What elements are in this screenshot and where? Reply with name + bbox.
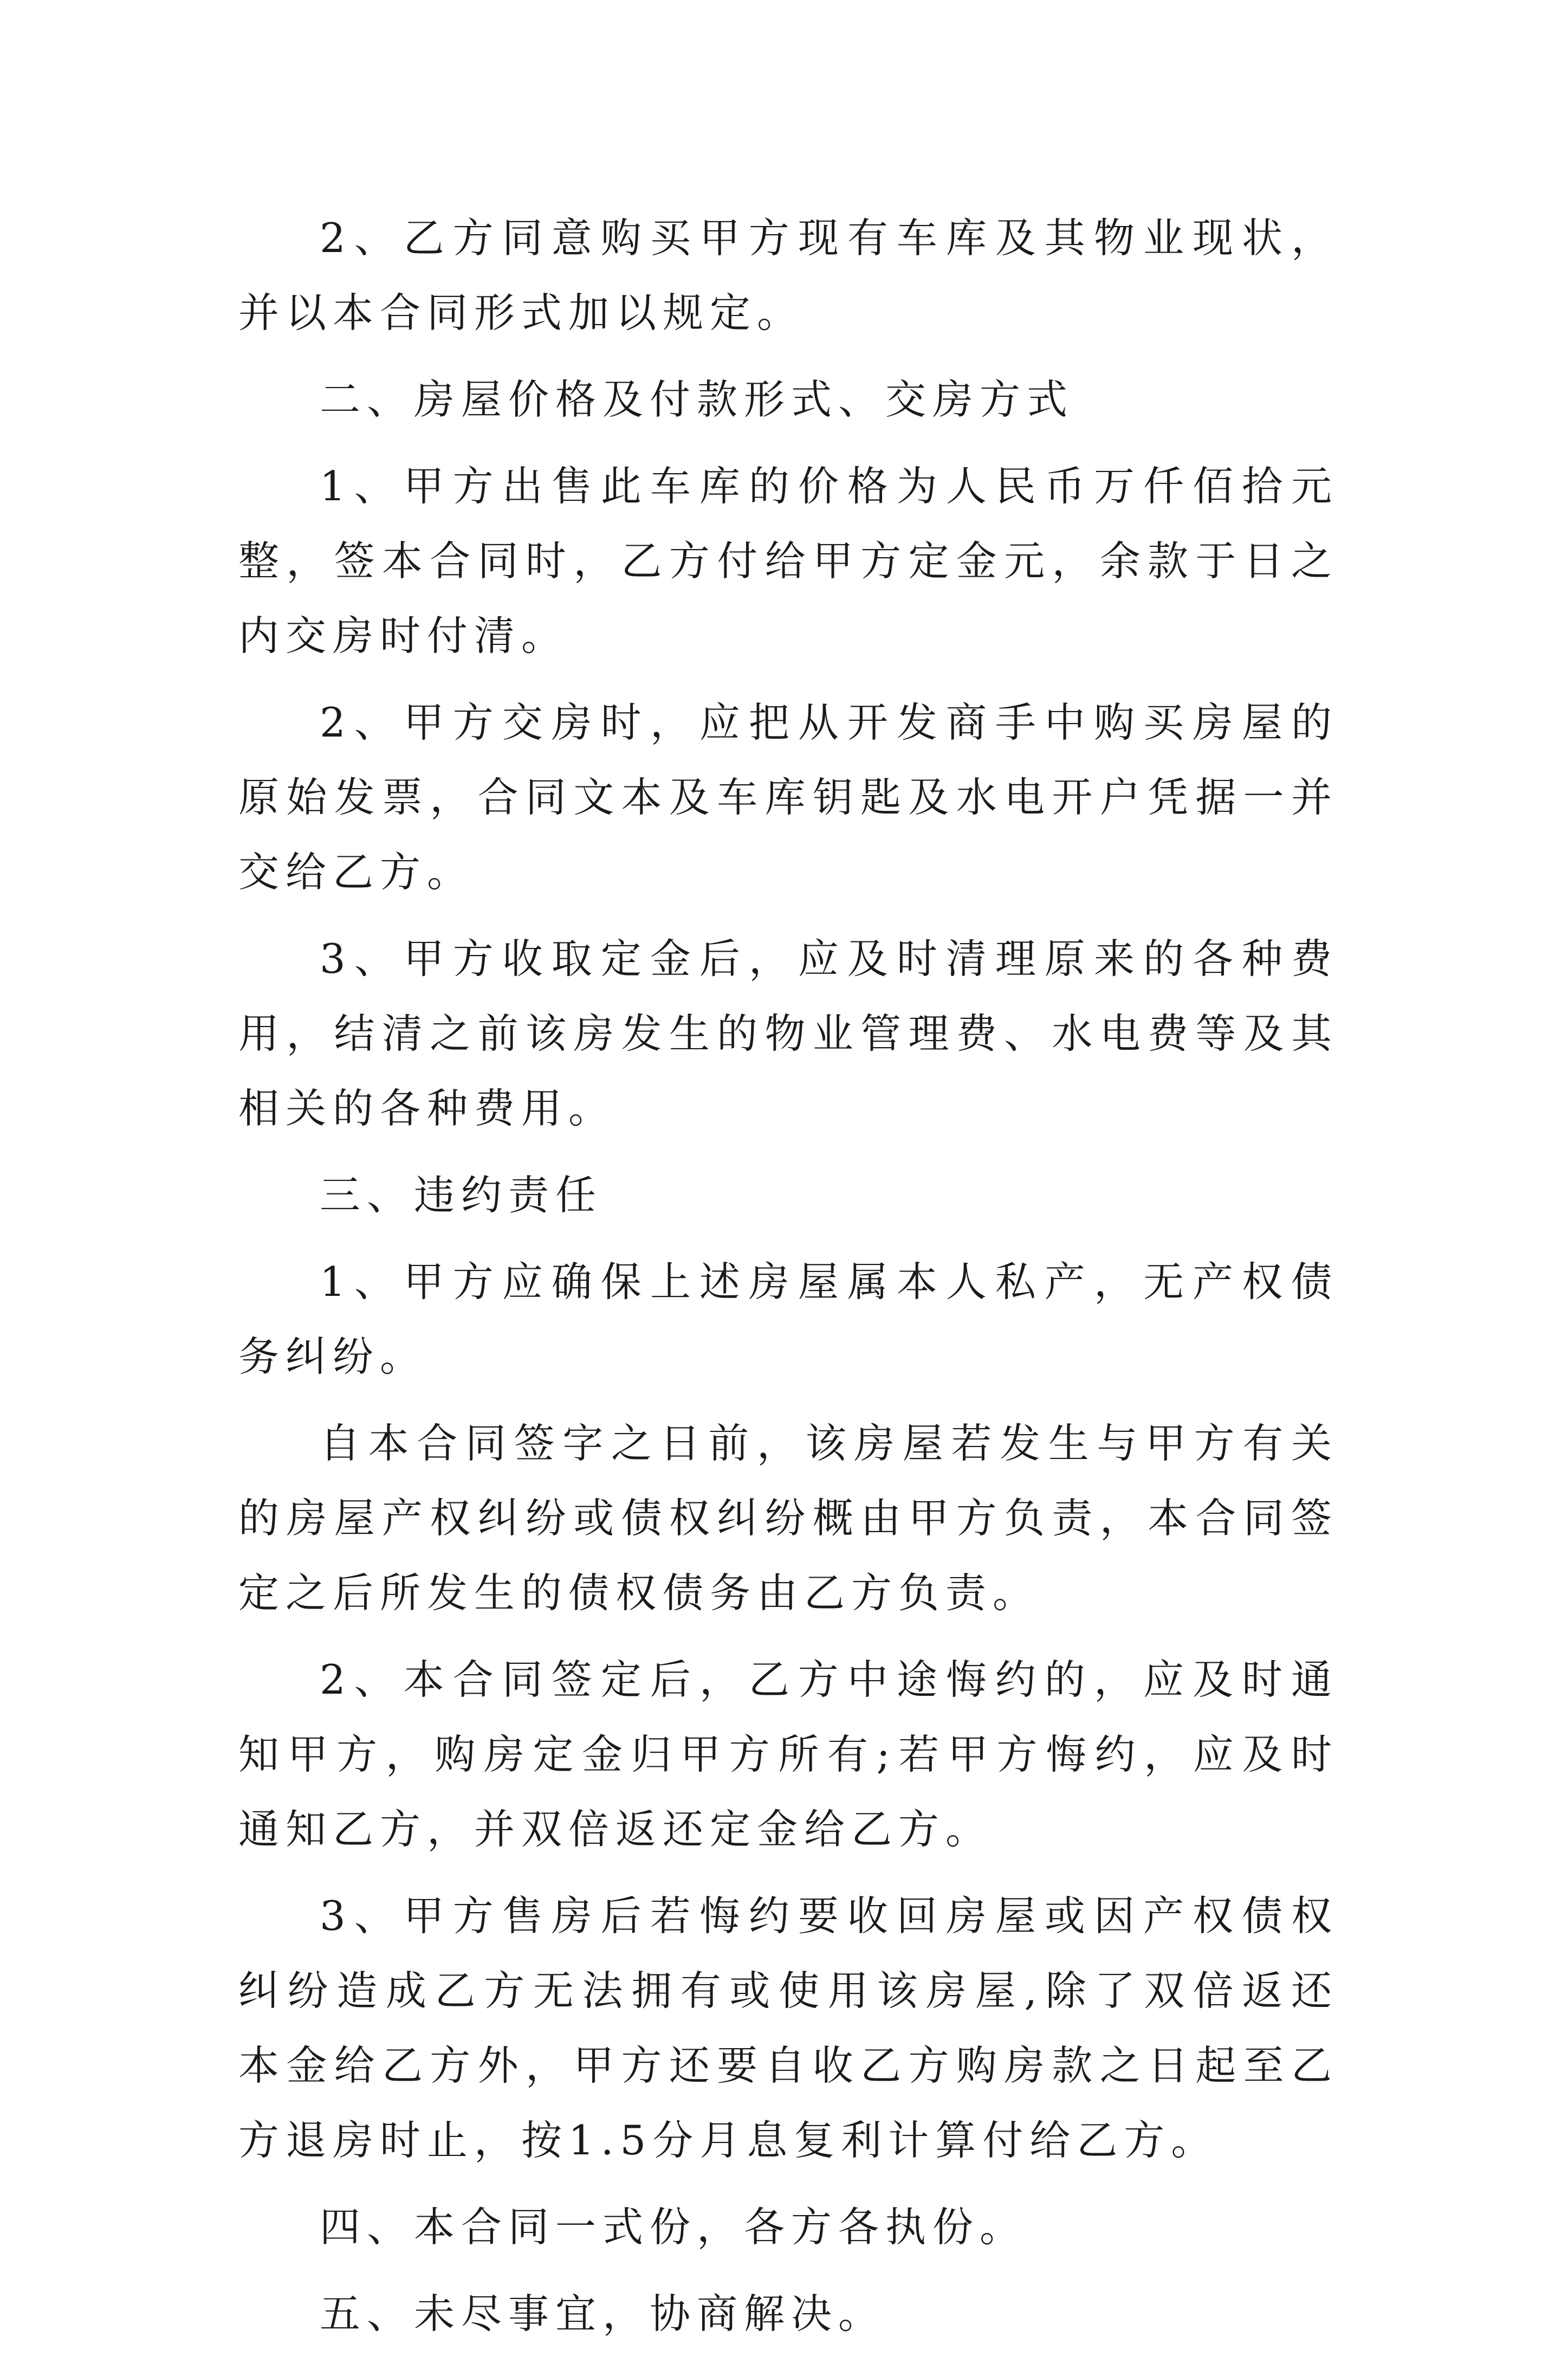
paragraph-clear-fees: 3、甲方收取定金后，应及时清理原来的各种费用，结清之前该房发生的物业管理费、水电费等及其相关的各种费用。 (238, 935, 1338, 1132)
section-heading-breach-liability: 三、违约责任 (320, 1171, 603, 1219)
paragraph-handover-documents: 2、甲方交房时，应把从开发商手中购买房屋的原始发票，合同文本及车库钥匙及水电开户凭据一并交给乙方。 (238, 699, 1338, 896)
paragraph-sale-price: 1、甲方出售此车库的价格为人民币万仟佰拾元整，签本合同时，乙方付给甲方定金元，余款于日之内交房时付清。 (238, 462, 1338, 660)
paragraph-garage-purchase-agreement: 2、乙方同意购买甲方现有车库及其物业现状，并以本合同形式加以规定。 (238, 214, 1338, 337)
paragraph-interest-compensation: 3、甲方售房后若悔约要收回房屋或因产权债权纠纷造成乙方无法拥有或使用该房屋,除了双倍返还本金给乙方外，甲方还要自收乙方购房款之日起至乙方退房时止，按1.5分月息复利计算付给乙方。 (238, 1892, 1338, 2164)
paragraph-copies: 四、本合同一式份，各方各执份。 (320, 2203, 1027, 2251)
paragraph-negotiation: 五、未尽事宜，协商解决。 (320, 2290, 886, 2338)
paragraph-deposit-forfeit: 2、本合同签定后，乙方中途悔约的，应及时通知甲方，购房定金归甲方所有;若甲方悔约，应及时通知乙方，并双倍返还定金给乙方。 (238, 1656, 1338, 1853)
section-heading-price-payment: 二、房屋价格及付款形式、交房方式 (320, 376, 1074, 423)
paragraph-private-property: 1、甲方应确保上述房屋属本人私产，无产权债务纠纷。 (238, 1258, 1338, 1380)
document-body (238, 201, 1338, 2363)
paragraph-dispute-responsibility: 自本合同签字之日前，该房屋若发生与甲方有关的房屋产权纠纷或债权纠纷概由甲方负责，本合同签定之后所发生的债权债务由乙方负责。 (238, 1419, 1338, 1617)
